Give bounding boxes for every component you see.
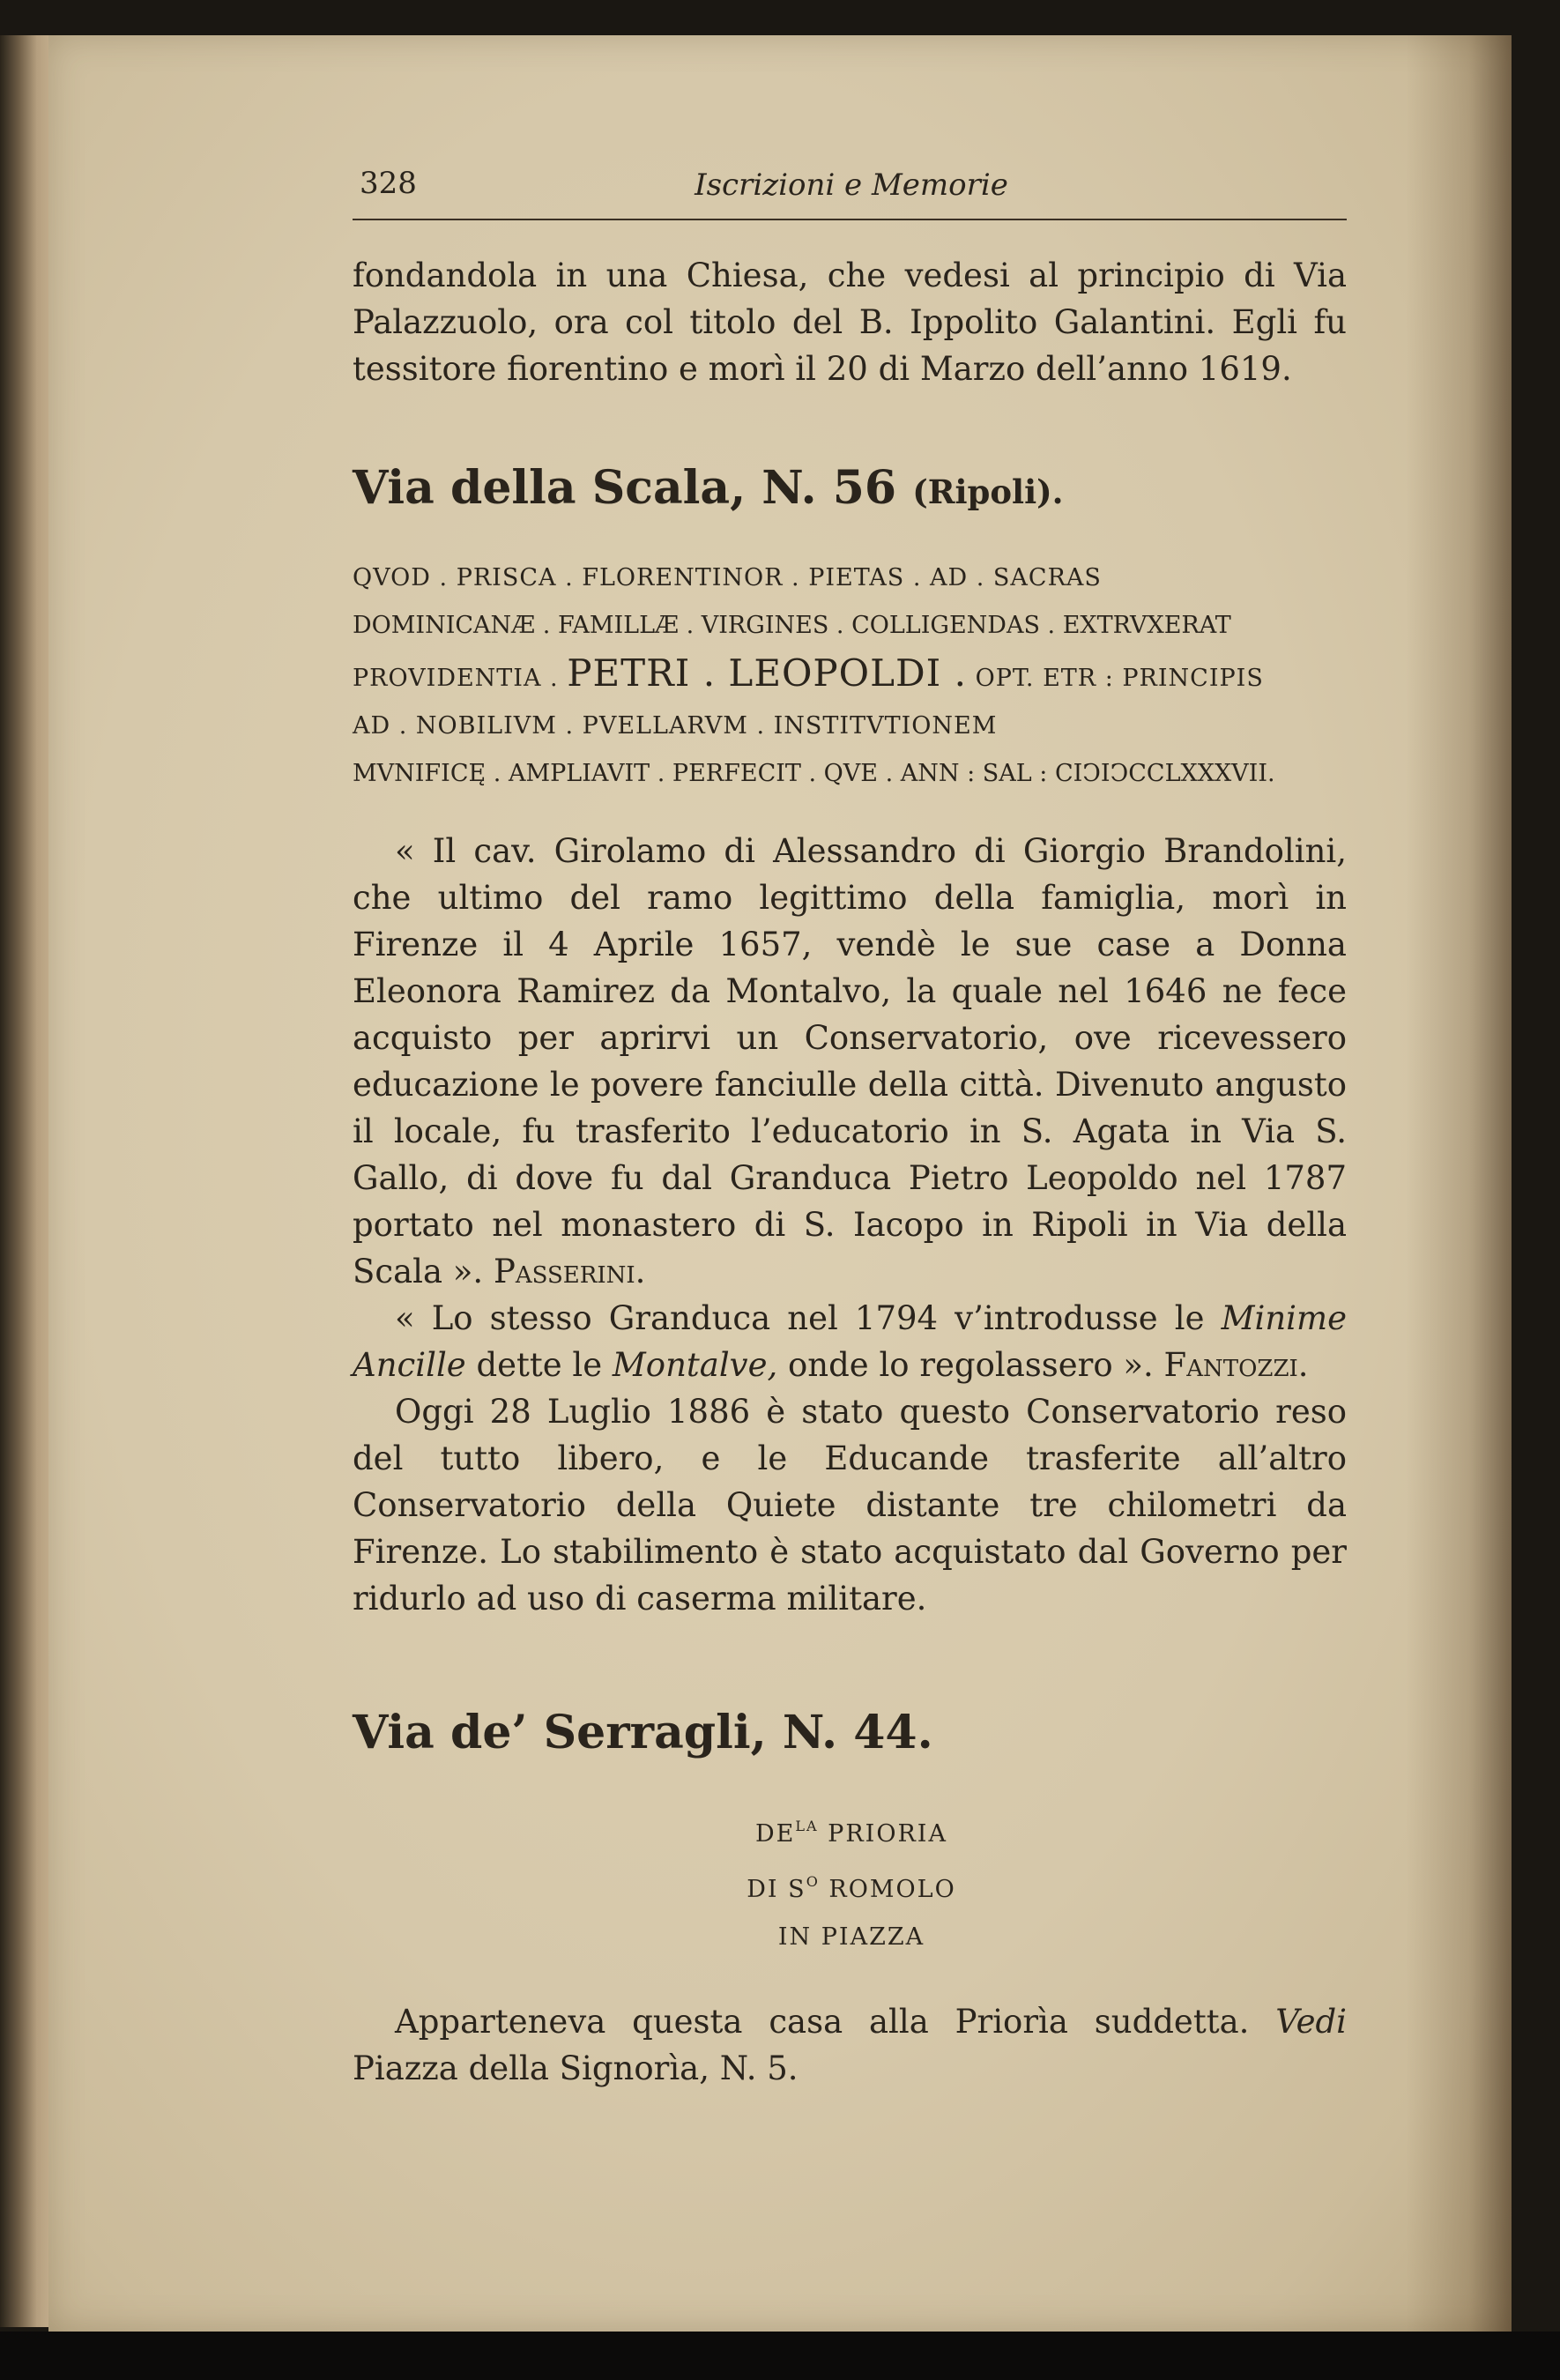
section-subheading: (Ripoli). <box>912 472 1064 511</box>
inscription-fragment: OPT. ETR : PRINCIPIS <box>975 665 1264 692</box>
section-heading-text: Via della Scala, N. 56 <box>353 461 897 515</box>
latin-inscription <box>353 554 1350 798</box>
quote-text: onde lo regolassero ». <box>788 1346 1154 1384</box>
body-text: Apparteneva questa casa alla Priorìa suddetta. <box>395 2003 1250 2041</box>
inscription-line: DOMINICANÆ . FAMILLÆ . VIRGINES . COLLIGENDAS . EXTRVXERAT <box>353 612 1231 639</box>
stele-superscript: LA <box>795 1818 819 1834</box>
body-italic: Vedi <box>1275 2003 1348 2041</box>
stele-line <box>353 1858 1350 1914</box>
stone-inscription <box>353 1803 1350 1961</box>
stele-line: IN PIAZZA <box>777 1923 925 1951</box>
stele-superscript: O <box>806 1873 820 1890</box>
continuation-paragraph: fondandola in una Chiesa, che vedesi al principio di Via Palazzuolo, ora col titolo del B. Ippolito Galantini. Egli fu tessitore fiorentino e morì il 20 di Marzo dell’anno 1619. <box>353 257 1347 388</box>
stele-text: ROMOLO <box>828 1876 956 1903</box>
inscription-fragment: PROVIDENTIA . <box>353 665 559 692</box>
stele-text: PRIORIA <box>828 1820 947 1848</box>
running-head: Iscrizioni e Memorie <box>695 167 1008 203</box>
inscription-fragment-large: PETRI . LEOPOLDI . <box>567 651 967 695</box>
inscription-line: MVNIFICĘ . AMPLIAVIT . PERFECIT . QVE . ANN : SAL : CIↃIↃCCLXXXVII. <box>353 760 1275 787</box>
quote-text: dette le <box>476 1346 603 1384</box>
quote-paragraph-passerini <box>353 828 1347 1295</box>
section-heading-via-de-serragli: Via de’ Serragli, N. 44. <box>353 1706 933 1759</box>
scan-bottom-border <box>0 2332 1560 2380</box>
quote-italic: Montalve, <box>612 1346 778 1384</box>
stele-line <box>353 1803 1350 1858</box>
body-text: Piazza della Signorìa, N. 5. <box>353 2049 799 2087</box>
page-header <box>353 166 1350 212</box>
body-paragraph <box>353 1998 1347 2092</box>
page-number: 328 <box>360 166 417 201</box>
quote-paragraph-fantozzi <box>353 1295 1347 1388</box>
page-gutter-shadow <box>1406 35 1512 2332</box>
quote-italic: Minime Ancille <box>353 1299 1347 1384</box>
section-heading-via-della-scala <box>353 461 1350 519</box>
stele-text: DE <box>755 1820 796 1848</box>
quote-text: « Il cav. Girolamo di Alessandro di Giorgio Brandolini, che ultimo del ramo legittimo della famiglia, morì in Firenze il 4 Aprile 1657, vendè le sue case a Donna Eleonora Ramirez da Montalvo, la quale nel 1646 ne fece acquisto per aprirvi un Conservatorio, ove ricevessero educazione le povere fanciulle della città. Divenuto angusto il locale, fu trasferito l’educatorio in S. Agata in Via S. Gallo, di dove fu dal Granduca Pietro Leopoldo nel 1787 portato nel monastero di S. Iacopo in Ripoli in Via della Scala ». <box>353 832 1347 1290</box>
body-paragraph: Oggi 28 Luglio 1886 è stato questo Conservatorio reso del tutto libero, e le Educande trasferite all’altro Conservatorio della Quiete distante tre chilometri da Firenze. Lo stabilimento è stato acquistato dal Governo per ridurlo ad uso di caserma militare. <box>353 1393 1347 1618</box>
inscription-line: AD . NOBILIVM . PVELLARVM . INSTITVTIONEM <box>353 712 998 740</box>
quote-source: Passerini. <box>493 1253 646 1290</box>
quote-source: Fantozzi. <box>1163 1346 1309 1384</box>
header-rule <box>353 219 1347 220</box>
stele-text: DI S <box>747 1876 806 1903</box>
inscription-line: QVOD . PRISCA . FLORENTINOR . PIETAS . AD . SACRAS <box>353 564 1102 591</box>
quote-text: « Lo stesso Granduca nel 1794 v’introdusse le <box>395 1299 1205 1337</box>
text-block <box>353 166 1350 2092</box>
inscription-line <box>353 650 1350 703</box>
